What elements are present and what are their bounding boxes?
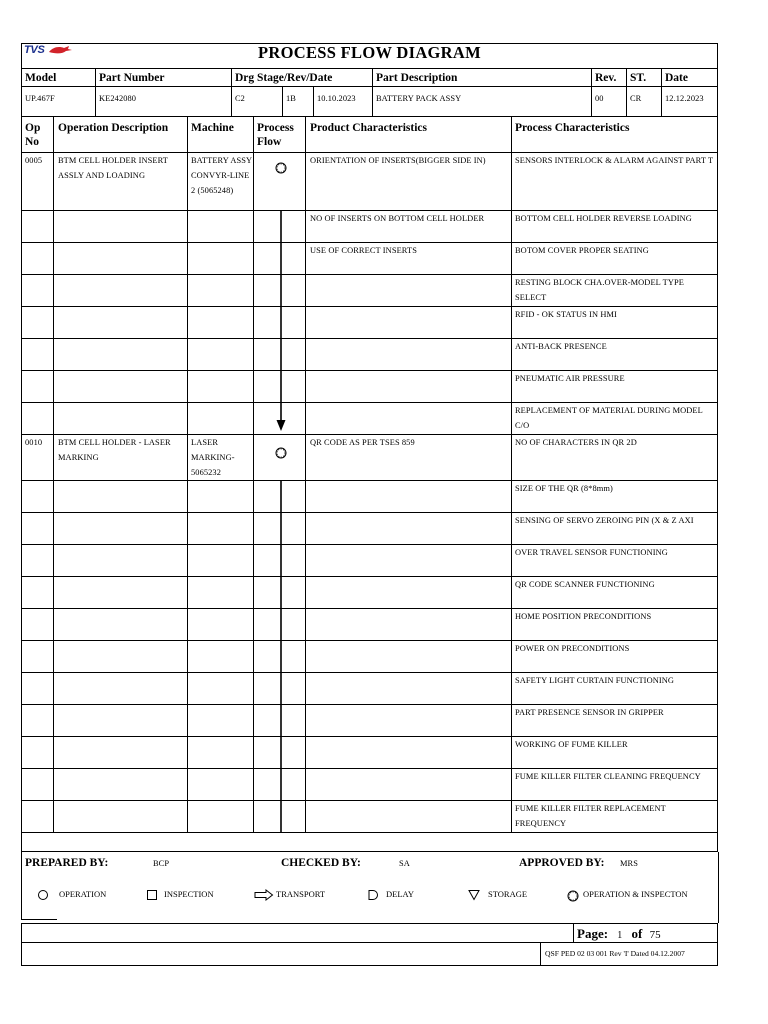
process-characteristic-cell: POWER ON PRECONDITIONS [515,644,630,653]
operation-description-cell: BTM CELL HOLDER INSERT ASSLY AND LOADING [58,156,168,180]
page-indicator [577,926,661,943]
process-characteristic-cell: RESTING BLOCK CHA.OVER-MODEL TYPE SELECT [515,278,684,302]
process-flow-graphic [253,152,305,832]
operation-inspection-icon [567,890,579,902]
document-reference: QSF PED 02 03 001 Rev 'I' Dated 04.12.2007 [545,949,685,958]
operation-inspection-icon [276,163,286,173]
operation-circle-icon [37,889,49,901]
page-total: 75 [649,929,661,941]
process-characteristic-cell: SENSORS INTERLOCK & ALARM AGAINST PART T [515,156,714,165]
legend-transport: TRANSPORT [276,889,326,899]
inspection-square-icon [146,889,158,901]
col-product-characteristics: Product Characteristics [310,122,427,134]
checked-by-label: CHECKED BY: [281,857,361,869]
st-value: CR [630,94,642,103]
process-characteristic-cell: PART PRESENCE SENSOR IN GRIPPER [515,708,664,717]
prepared-by-label: PREPARED BY: [25,857,109,869]
op-no-cell: 0010 [25,438,43,447]
date-value: 12.12.2023 [665,94,704,103]
part-description-value: BATTERY PACK ASSY [376,94,462,103]
page-title: PROCESS FLOW DIAGRAM [258,43,481,62]
col-process-flow: Process Flow [257,122,294,148]
product-characteristic-cell: USE OF CORRECT INSERTS [310,246,417,255]
process-characteristic-cell: FUME KILLER FILTER CLEANING FREQUENCY [515,772,701,781]
machine-cell: BATTERY ASSY CONVYR-LINE 2 (5065248) [191,156,252,195]
process-characteristic-cell: SAFETY LIGHT CURTAIN FUNCTIONING [515,676,675,685]
process-characteristic-cell: QR CODE SCANNER FUNCTIONING [515,580,655,589]
part-number-value: KE242080 [99,94,137,103]
legend-inspection: INSPECTION [164,889,214,899]
part-description-label: Part Description [376,72,458,84]
process-characteristic-cell: FUME KILLER FILTER REPLACEMENT FREQUENCY [515,804,666,828]
process-characteristic-cell: ANTI-BACK PRESENCE [515,342,607,351]
logo-text: TVS [24,44,45,56]
process-characteristic-cell: SIZE OF THE QR (8*8mm) [515,484,613,493]
of-label: of [631,926,643,941]
model-value: UP.467F [25,94,55,103]
op-no-cell: 0005 [25,156,43,165]
process-characteristic-cell: SENSING OF SERVO ZEROING PIN (X & Z AXI [515,516,694,525]
process-characteristic-cell: PNEUMATIC AIR PRESSURE [515,374,625,383]
drg-date-value: 10.10.2023 [317,94,356,103]
process-characteristic-cell: WORKING OF FUME KILLER [515,740,628,749]
legend-storage: STORAGE [488,889,528,899]
st-label: ST. [630,72,647,84]
process-characteristic-cell: BOTTOM CELL HOLDER REVERSE LOADING [515,214,692,223]
product-characteristic-cell: ORIENTATION OF INSERTS(BIGGER SIDE IN) [310,156,486,165]
process-characteristic-cell: BOTOM COVER PROPER SEATING [515,246,649,255]
process-characteristic-cell: OVER TRAVEL SENSOR FUNCTIONING [515,548,668,557]
date-label: Date [665,72,688,84]
transport-arrow-icon [254,889,274,901]
rev-label: Rev. [595,72,617,84]
operation-inspection-icon [276,448,286,458]
legend-operation-inspection: OPERATION & INSPECTON [583,889,688,899]
delay-d-icon [367,889,379,901]
col-process-characteristics: Process Characteristics [515,122,630,134]
prepared-by-value: BCP [153,859,170,868]
page-current: 1 [617,930,623,941]
process-characteristic-cell: NO OF CHARACTERS IN QR 2D [515,438,637,447]
page-label: Page: [577,926,609,941]
col-operation-description: Operation Description [58,122,169,134]
approved-by-label: APPROVED BY: [519,857,605,869]
storage-triangle-icon [468,889,480,901]
model-label: Model [25,72,57,84]
part-number-label: Part Number [99,72,165,84]
process-characteristic-cell: RFID - OK STATUS IN HMI [515,310,617,319]
process-characteristic-cell: REPLACEMENT OF MATERIAL DURING MODEL C/O [515,406,703,430]
drg-stage-value: C2 [235,94,245,103]
col-machine: Machine [191,122,234,134]
machine-cell: LASER MARKING-5065232 [191,438,235,477]
process-characteristic-cell: HOME POSITION PRECONDITIONS [515,612,652,621]
approved-by-value: MRS [620,859,638,868]
rev-value: 00 [595,94,604,103]
drg-label: Drg Stage/Rev/Date [235,72,333,84]
operation-description-cell: BTM CELL HOLDER - LASER MARKING [58,438,171,462]
drg-rev-value: 1B [286,94,296,103]
product-characteristic-cell: QR CODE AS PER TSES 859 [310,438,415,447]
checked-by-value: SA [399,859,410,868]
col-op-no: Op No [25,122,41,148]
flow-arrow-icon [277,420,286,431]
legend-delay: DELAY [386,889,415,899]
legend-operation: OPERATION [59,889,107,899]
product-characteristic-cell: NO OF INSERTS ON BOTTOM CELL HOLDER [310,214,485,223]
